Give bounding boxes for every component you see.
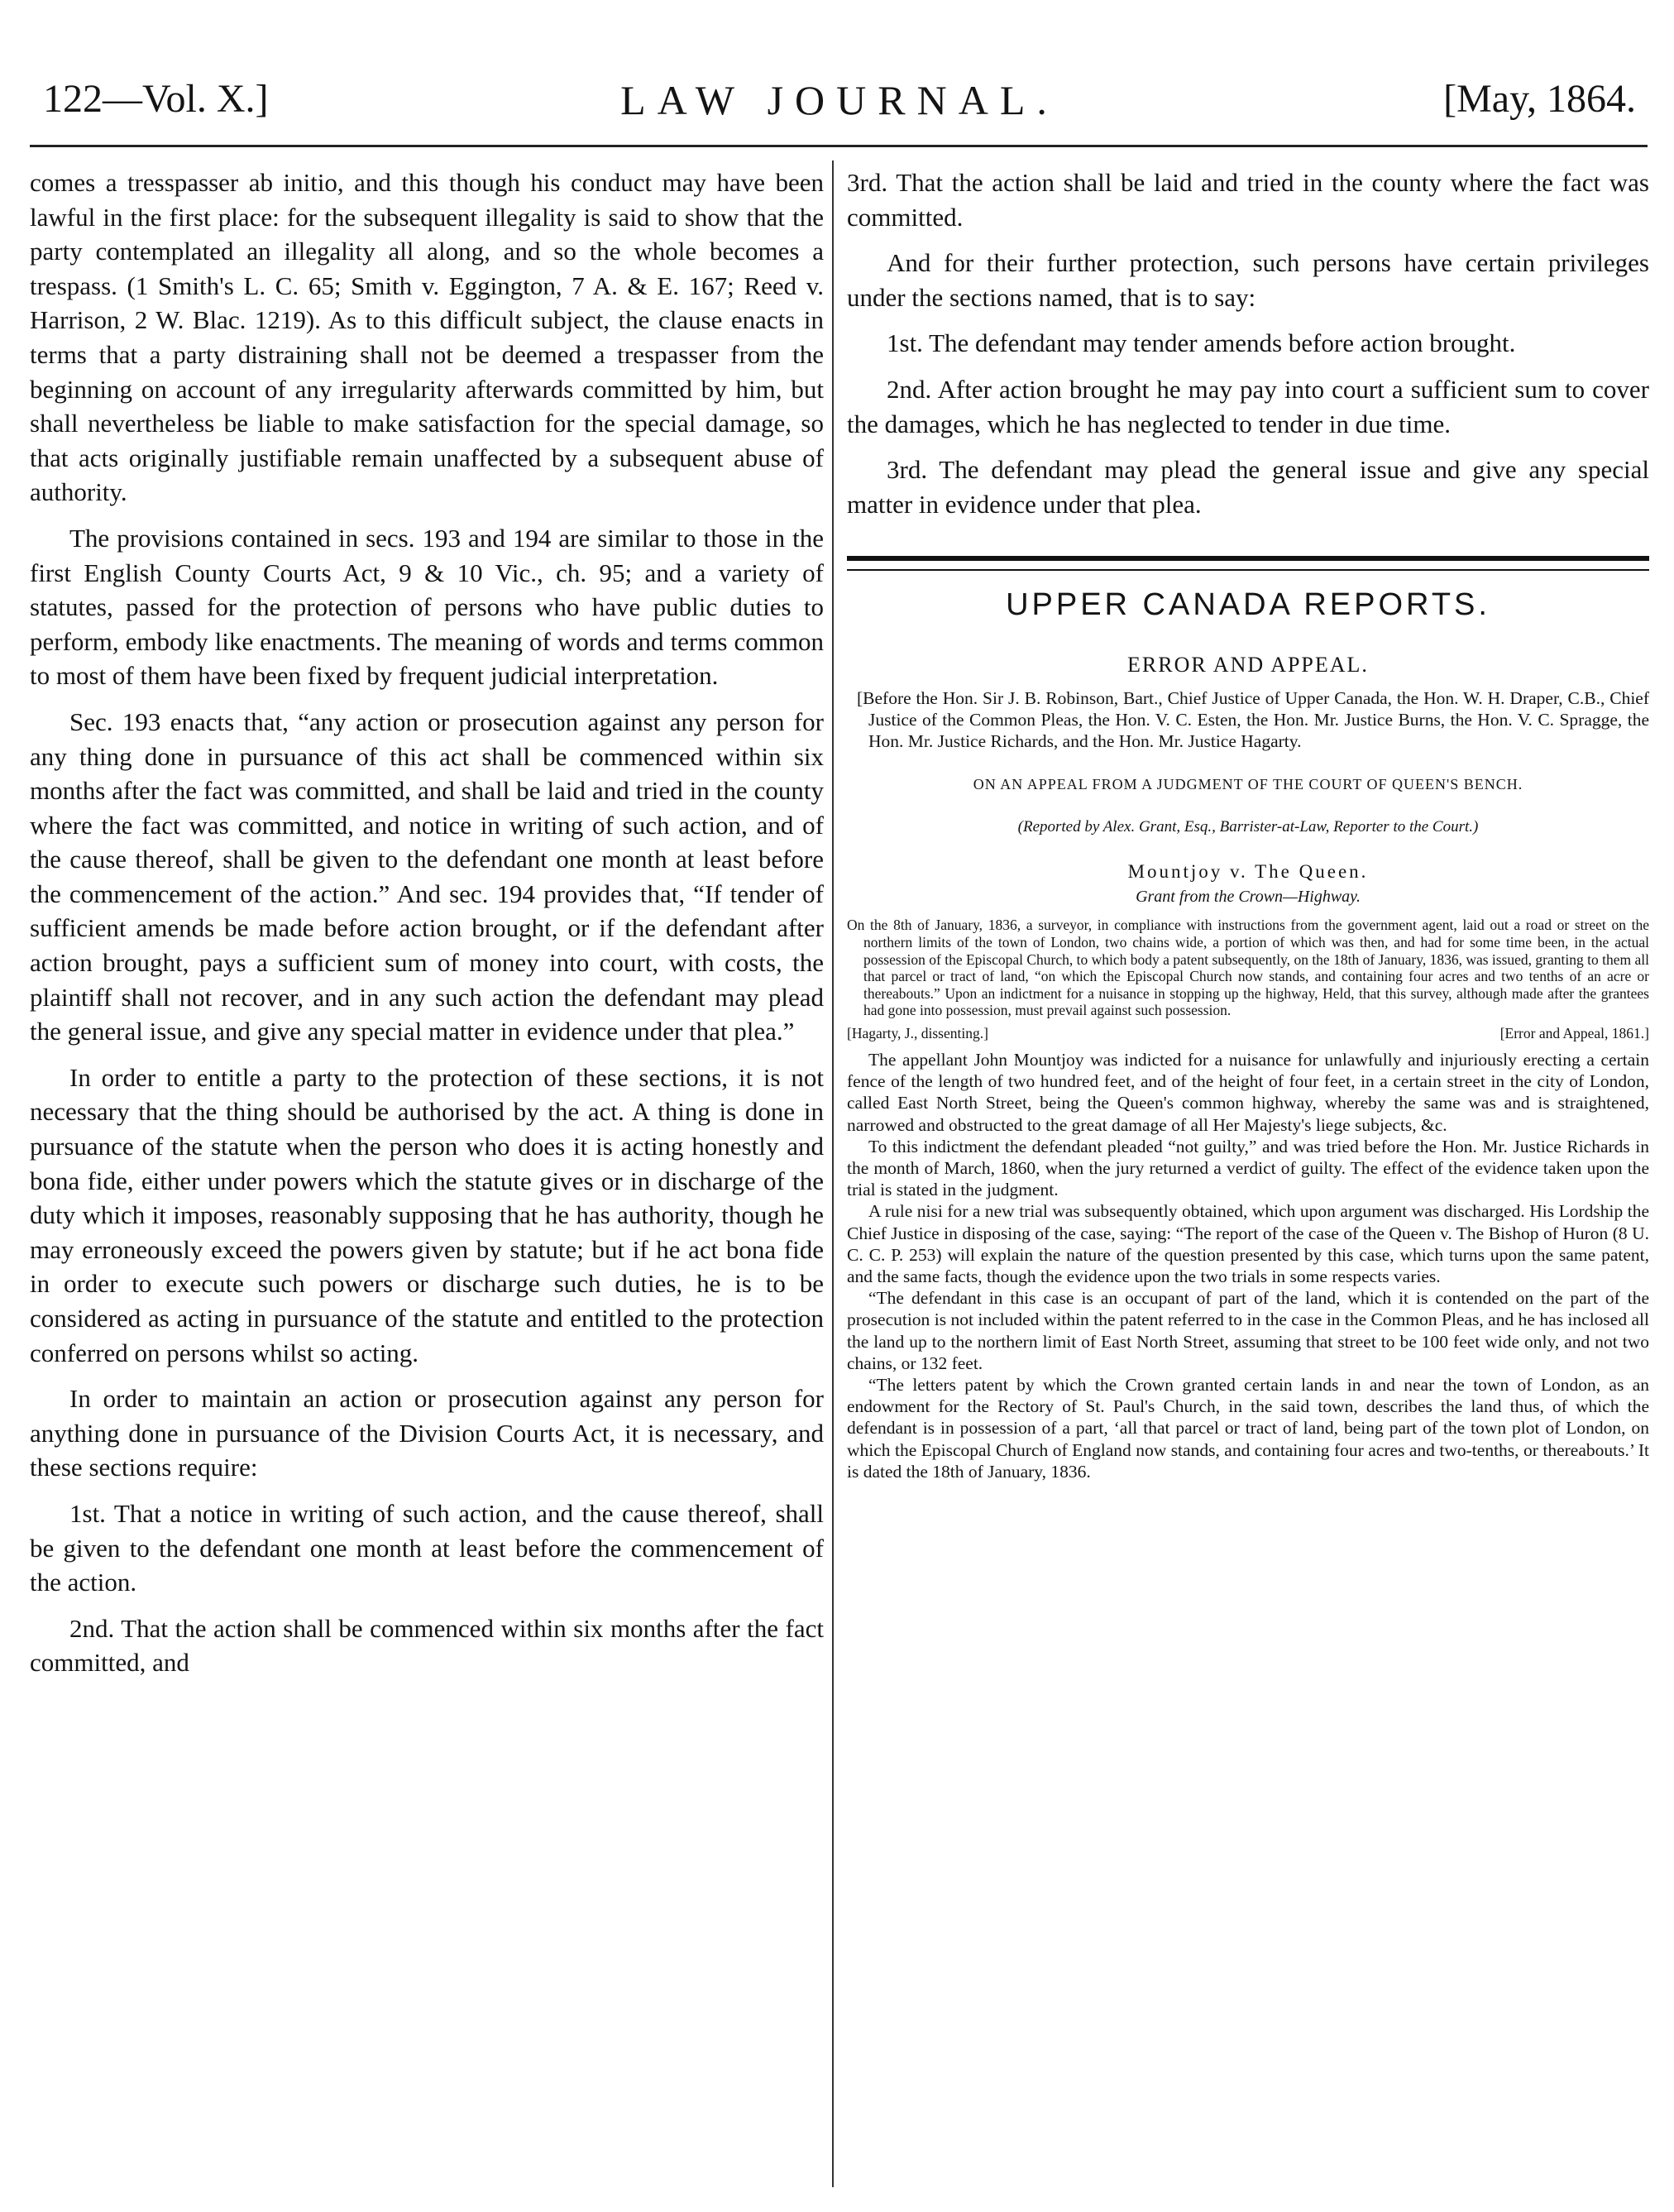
paragraph: 2nd. That the action shall be commenced within six months after the fact committed, and [30, 1613, 824, 1678]
report-paragraph: A rule nisi for a new trial was subsequently obtained, which upon argument was discharged. His Lordship the Chief Justice in disposing of the case, saying: “The report of the case of the Queen v. The Bishop of Huron (8 U. C. C. P. 253) will explain the nature of the question presented by this case, which turns upon the same patent, and the same facts, though the evidence upon the two trials in some respects varies. [847, 1201, 1649, 1286]
paragraph: 3rd. That the action shall be laid and tried in the county where the fact was committed. [847, 168, 1649, 232]
report-paragraph: The appellant John Mountjoy was indicted for a nuisance for unlawfully and injuriously erecting a certain fence of the length of two hundred feet, and of the height of four feet, in a certain street in the city of London, called East North Street, being the Queen's common highway, whereby the same was and is straightened, narrowed and obstructed to the great damage of all Her Majesty's liege subjects, &c. [847, 1049, 1649, 1135]
issue-date: [May, 1864. [1443, 77, 1636, 121]
section-rule [847, 556, 1649, 571]
section-title: UPPER CANADA REPORTS. [1006, 587, 1490, 623]
paragraph: The provisions contained in secs. 193 and 194 are similar to those in the first English County Courts Act, 9 & 10 Vic., ch. 95; and a variety of statutes, passed for the protection of persons who have public duties to perform, embody like enactments. The meaning of words and terms common to most of them have been fixed by frequent judicial interpretation. [30, 523, 824, 691]
court-citation: [Error and Appeal, 1861.] [1499, 1024, 1649, 1041]
report-paragraph: “The defendant in this case is an occupant of part of the land, which it is contended on the part of the prosecution is not included within the patent referred to in the case in the Common Pleas, and he has inclosed all the land up to the northern limit of East North Street, assuming that street to be 100 feet wide only, and not two chains, or 132 feet. [847, 1288, 1649, 1373]
page-header [43, 76, 1636, 142]
left-column [30, 165, 824, 1692]
right-column [847, 165, 1649, 1482]
reporter-credit: (Reported by Alex. Grant, Esq., Barrister-at-Law, Reporter to the Court.) [1017, 818, 1479, 836]
paragraph: 2nd. After action brought he may pay into court a sufficient sum to cover the damages, which he has neglected to tender in due time. [847, 374, 1649, 438]
bench-list: [Before the Hon. Sir J. B. Robinson, Bart., Chief Justice of Upper Canada, the Hon. W. H. Draper, C.B., Chief Justice of the Common Pleas, the Hon. V. C. Esten, the Hon. Mr. Justice Burns, the Hon. V. C. Spragge, the Hon. Mr. Justice Richards, and the Hon. Mr. Justice Hagarty. [857, 688, 1649, 752]
report-paragraph: “The letters patent by which the Crown granted certain lands in and near the town of London, as an endowment for the Rectory of St. Paul's Church, in the said town, describes the land thus, of which the defendant is in possession of a part, ‘all that parcel or tract of land, being part of the town plot of London, on which the Episcopal Church of England now stands, and containing four acres and two-tenths, or thereabouts.’ It is dated the 18th of January, 1836. [847, 1374, 1649, 1482]
headnote-footer [847, 1024, 1649, 1042]
paragraph: 1st. That a notice in writing of such action, and the cause thereof, shall be given to the defendant one month at least before the commencement of the action. [30, 1498, 824, 1597]
column-divider [832, 160, 834, 2187]
dissent-note: [Hagarty, J., dissenting.] [847, 1024, 988, 1041]
paragraph: In order to maintain an action or prosecution against any person for anything done in pursuance of the Division Courts Act, it is necessary, and these sections require: [30, 1384, 824, 1482]
header-rule [30, 145, 1648, 147]
appeal-heading: ON AN APPEAL FROM A JUDGMENT OF THE COURT OF QUEEN'S BENCH. [973, 776, 1523, 793]
headnote: On the 8th of January, 1836, a surveyor, in compliance with instructions from the government agent, laid out a road or street on the northern limits of the town of London, two chains wide, a portion of which was then, and had for some time been, in the actual possession of the Episcopal Church, to which body a patent subsequently, on the 18th of January, 1836, was issued, granting to them all that parcel or tract of land, “on which the Episcopal Church now stands, and containing four acres and two tenths of an acre or thereabouts.” Upon an indictment for a nuisance in stopping up the highway, Held, that this survey, although made after the grantees had gone into possession, must prevail against such possession. [847, 917, 1649, 1019]
paragraph: comes a tresspasser ab initio, and this though his conduct may have been lawful in the first place: for the subsequent illegality is said to show that the party contemplated an illegality all along, and so the whole becomes a trespass. (1 Smith's L. C. 65; Smith v. Eggington, 7 A. & E. 167; Reed v. Harrison, 2 W. Blac. 1219). As to this difficult subject, the clause enacts in terms that a party distraining shall not be deemed a trespasser from the beginning on account of any irregularity afterwards committed by him, but shall nevertheless be liable to make satisfaction for the special damage, so that acts originally justifiable remain unaffected by a subsequent abuse of authority. [30, 168, 824, 507]
section-subtitle: ERROR AND APPEAL. [1127, 653, 1369, 677]
report-paragraph: To this indictment the defendant pleaded “not guilty,” and was tried before the Hon. Mr. Justice Richards in the month of March, 1860, when the jury returned a verdict of guilty. The effect of the evidence taken upon the trial is stated in the judgment. [847, 1136, 1649, 1200]
page-number-volume: 122—Vol. X.] [43, 77, 269, 121]
case-name: Mountjoy v. The Queen. [1127, 861, 1369, 883]
journal-title: LAW JOURNAL. [620, 77, 1059, 123]
paragraph: Sec. 193 enacts that, “any action or prosecution against any person for any thing done in pursuance of this act shall be commenced within six months after the fact was committed, and shall be laid and tried in the county where the fact was committed, and notice in writing of such action, and of the cause thereof, shall be given to the defendant one month at least before the commencement of the action.” And sec. 194 provides that, “If tender of sufficient amends be made before action brought, or if the defendant after action brought, pays a sufficient sum of money into court, with costs, the plaintiff shall not recover, and in any such action the defendant may plead the general issue, and give any special matter in evidence under that plea.” [30, 706, 824, 1046]
paragraph: 3rd. The defendant may plead the general issue and give any special matter in evidence under that plea. [847, 455, 1649, 519]
paragraph: In order to entitle a party to the protection of these sections, it is not necessary that the thing should be authorised by the act. A thing is done in pursuance of the statute when the person who does it is acting honestly and bona fide, either under powers which the statute gives or in discharge of the duty which it imposes, reasonably supposing that he has authority, though he may erroneously exceed the powers given by statute; but if he act bona fide in order to execute such powers or discharge such duties, he is to be considered as acting in pursuance of the statute and entitled to the protection conferred on persons whilst so acting. [30, 1062, 824, 1367]
paragraph: And for their further protection, such persons have certain privileges under the sections named, that is to say: [847, 248, 1649, 312]
paragraph: 1st. The defendant may tender amends before action brought. [887, 328, 1516, 358]
case-subtitle: Grant from the Crown—Highway. [1136, 888, 1361, 907]
